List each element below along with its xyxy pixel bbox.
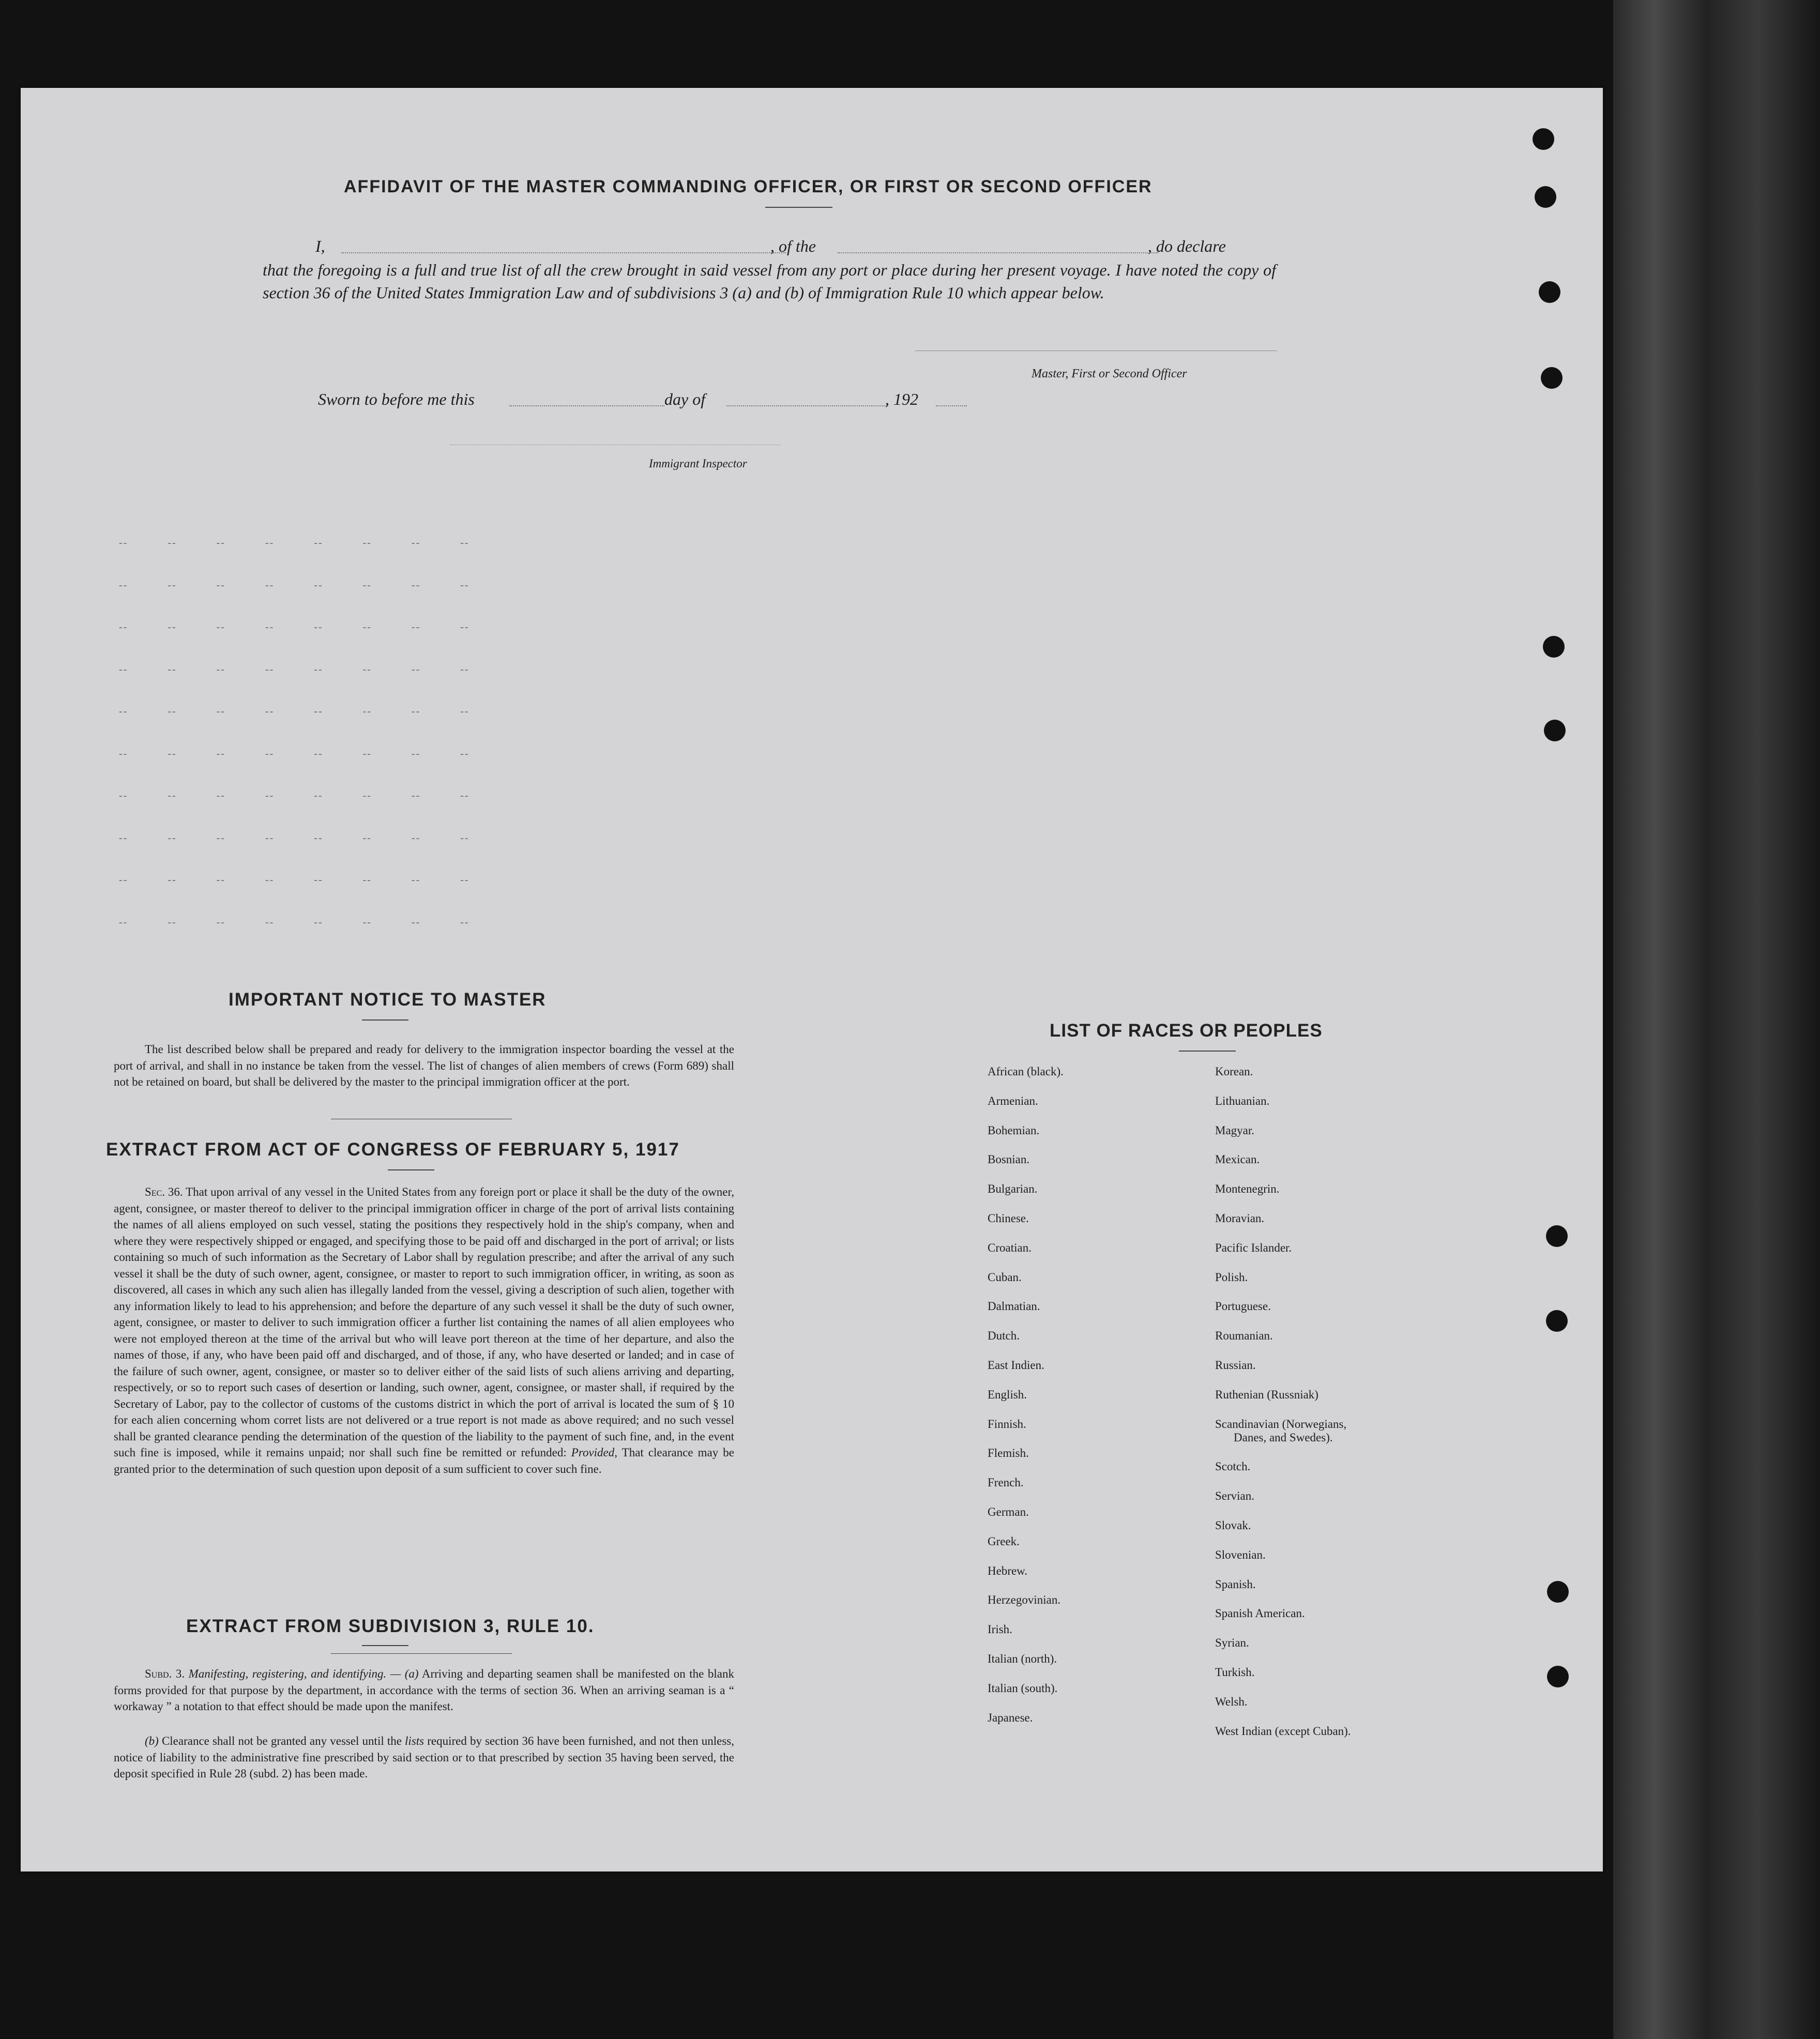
- punch-hole: [1547, 1666, 1569, 1687]
- rule-title-rule: [362, 1645, 408, 1646]
- race-item: Slovak.: [1215, 1519, 1251, 1532]
- rule-subd-label: Subd. 3.: [145, 1667, 185, 1680]
- race-item: Turkish.: [1215, 1666, 1255, 1679]
- inspector-label: Immigrant Inspector: [649, 457, 747, 470]
- race-item: Moravian.: [1215, 1212, 1265, 1225]
- race-item: Dalmatian.: [988, 1300, 1040, 1313]
- affidavit-i: I,: [315, 237, 325, 255]
- race-item: Bulgarian.: [988, 1182, 1038, 1196]
- year-blank-field[interactable]: [936, 405, 967, 406]
- race-item: Armenian.: [988, 1094, 1038, 1107]
- race-item: East Indien.: [988, 1359, 1044, 1372]
- sworn-month-blank-field[interactable]: [726, 405, 887, 406]
- race-item: Syrian.: [1215, 1636, 1249, 1650]
- rule-a-body: Arriving and departing seamen shall be manifested on the blank forms provided for that purpose by the department, in accordance with the terms of section 36. When an arriving seaman is a “ workaway ” a notation to that effect should be made upon the manifest.: [114, 1667, 734, 1713]
- race-item: English.: [988, 1388, 1027, 1401]
- race-item: Mexican.: [1215, 1153, 1260, 1166]
- race-item: Montenegrin.: [1215, 1182, 1280, 1196]
- punch-hole: [1535, 186, 1556, 208]
- name-blank-field[interactable]: [341, 252, 786, 253]
- document-page: AFFIDAVIT OF THE MASTER COMMANDING OFFICER, OR FIRST OR SECOND OFFICER I, , of the , do declare that the foregoing is a full and true list of all the crew brought in said vessel from any port or place during her present voyage. I have noted the copy of section 36 of the United States Immigration Law and of subdivisions 3 (a) and (b) of Immigration Rule 10 which appear below. Master, First or Second Officer Sworn to before me this day of , 192 Immigrant Inspector -- -- -- -- -- -- -- -- -- -- -- -- -- -- -- -- -- -- -- -- -- -- -- -- -- -- -- -- -- -- -- -- -- -- -- -- -- -- -- -- -- -- -- -- -- -- -- -- -- -- -- -- -- -- -- -- -- -- -- -- -- -- -- -- -- -- -- -- -- -- -- -- -- -- -- -- -- -- -- -- IMPORTANT NOTICE TO MASTER The list described below shall be prepared and ready for delivery to the immigration inspector boarding the vessel at the port of arrival, and shall in no instance be taken from the vessel. The list of changes of alien members of crews (Form 689) shall not be retained on board, but shall be delivered by the master to the principal immigration officer at the port. EXTRACT FROM ACT OF CONGRESS OF FEBRUARY 5, 1917 Sec. 36. That upon arrival of any vessel in the United States from any foreign port or place it shall be the duty of the owner, agent, consignee, or master thereof to deliver to the principal immigration officer in charge of the port of arrival lists containing the names of all aliens employed on such vessel, stating the positions they respectively hold in the ship's company, when and where they were respectively shipped or engaged, and specifying those to be paid off and discharged in the port of arrival; or lists containing so much of such information as the Secretary of Labor shall by regulation prescribe; and after the arrival of any such vessel it shall be the duty of such owner, agent, consignee, or master to report to such immigration officer, in writing, as soon as discovered, all cases in which any such alien has illegally landed from the vessel, giving a description of such alien, together with any information likely to lead to his apprehension; and before the departure of any such vessel it shall be the duty of such owner, agent, consignee, or master to deliver to such immigration officer a further list containing the names of all alien employees who were not employed thereon at the time of the arrival but who will leave port thereon at the time of her departure, and also the names of those, if any, who have been paid off and discharged, and of those, if any, who have deserted or landed; and in case of the failure of such owner, agent, consignee, or master so to deliver either of the said lists of such aliens arriving and departing, respectively, or so to report such cases of desertion or landing, such owner, agent, consignee, or master shall, if required by the Secretary of Labor, pay to the collector of customs of the customs district in which the port of arrival is located the sum of § 10 for each alien concerning whom corret lists are not delivered or a true report is not made as above required; and no such vessel shall be granted clearance pending the determination of the question of the liability to the payment of such fine, and, in the event such fine is imposed, while it remains unpaid; nor shall such fine be remitted or refunded: Provided, That clearance may be granted prior to the determination of such question upon deposit of a sum sufficient to cover such fine. EXTRACT FROM SUBDIVISION 3, RULE 10. Subd. 3. Manifesting, registering, and identifying. — (a) Arriving and departing seamen shall be manifested on the blank forms provided for that purpose by the department, in accordance with the terms of section 36. When an arriving seaman is a “ workaway ” a notation to that effect should be made upon the manifest. (b) Clearance shall not be granted any vessel until the lists required by section 36 have been furnished, and not then unless, notice of liability to the administrative fine prescribed by said section or to that prescribed by section 35 having been served, the deposit specified in Rule 28 (subd. 2) has been made. LIST OF RACES OR PEOPLES African (black). Armenian. Bohemian. Bosnian. Bulgarian. Chinese. Croatian. Cuban. Dalmatian. Dutch. East Indien. English. Finnish. Flemish. French. German. Greek. Hebrew. Herzegovinian. Irish. Italian (north). Italian (south). Japanese. Korean. Lithuanian. Magyar. Mexican. Montenegrin. Moravian. Pacific Islander. Polish. Portuguese. Roumanian. Russian. Ruthenian (Russniak) Scandinavian (Norwegians, Danes, and Swedes). Scotch. Servian. Slovak. Slovenian. Spanish. Spanish American. Syrian. Turkish. Welsh. West Indian (except Cuban).: [21, 88, 1603, 1871]
- act-body: That upon arrival of any vessel in the United States from any foreign port or place it shall be the duty of the owner, agent, consignee, or master thereof to deliver to the principal immigration officer in charge of the port of arrival lists containing the names of all aliens employed on such vessel, stating the positions they respectively hold in the ship's company, when and where they were respectively shipped or engaged, and specifying those to be paid off and discharged in the port of arrival; or lists containing so much of such information as the Secretary of Labor shall by regulation prescribe; and after the arrival of any such vessel it shall be the duty of such owner, agent, consignee, or master to report to such immigration officer, in writing, as soon as discovered, all cases in which any such alien has illegally landed from the vessel, giving a description of such alien, together with any information likely to lead to his apprehension; and before the departure of any such vessel it shall be the duty of such owner, agent, consignee, or master to deliver to such immigration officer a further list containing the names of all alien employees who were not employed thereon at the time of the arrival but who will leave port thereon at the time of her departure, and also the names of those, if any, who have been paid off and discharged, and of those, if any, who have deserted or landed; and in case of the failure of such owner, agent, consignee, or master so to deliver either of the said lists of such aliens arriving and departing, respectively, or so to report such cases of desertion or landing, such owner, agent, consignee, or master shall, if required by the Secretary of Labor, pay to the collector of customs of the customs district in which the port of arrival is located the sum of § 10 for each alien concerning whom corret lists are not delivered or a true report is not made as above required; and no such vessel shall be granted clearance pending the determination of the question of the liability to the payment of such fine, and, in the event such fine is imposed, while it remains unpaid; nor shall such fine be remitted or refunded:: [114, 1185, 734, 1459]
- notice-text: The list described below shall be prepared and ready for delivery to the immigration inspector boarding the vessel at the port of arrival, and shall in no instance be taken from the vessel. The list of changes of alien members of crews (Form 689) shall not be retained on board, but shall be delivered by the master to the principal immigration officer at the port.: [114, 1043, 734, 1088]
- race-item: Pacific Islander.: [1215, 1241, 1292, 1254]
- races-rule: [1179, 1051, 1236, 1052]
- sworn-label: Sworn to before me this: [318, 390, 475, 408]
- race-item: Croatian.: [988, 1241, 1032, 1254]
- rule-b-lists: lists: [405, 1734, 424, 1747]
- punch-hole: [1533, 128, 1554, 150]
- signature-label: Master, First or Second Officer: [1032, 367, 1187, 381]
- race-item: Dutch.: [988, 1329, 1020, 1343]
- vessel-blank-field[interactable]: [838, 252, 1158, 253]
- act-divider: [331, 1653, 512, 1654]
- race-item: Korean.: [1215, 1065, 1253, 1078]
- rule-title: EXTRACT FROM SUBDIVISION 3, RULE 10.: [186, 1616, 595, 1636]
- notice-rule: [362, 1019, 408, 1021]
- rule-b-body-end: required by section 36 have been furnished, and not then unless, notice of liability to the administrative fine prescribed by said section or to that prescribed by section 35 having been served, the deposit specified in Rule 28 (subd. 2) has been made.: [114, 1734, 734, 1780]
- rule-b-text: [114, 1733, 734, 1782]
- rule-a-text: [114, 1666, 734, 1715]
- act-title: EXTRACT FROM ACT OF CONGRESS OF FEBRUARY 5, 1917: [106, 1139, 680, 1160]
- binding-edge: [1613, 0, 1820, 2039]
- punch-hole: [1539, 281, 1560, 303]
- race-item: Spanish American.: [1215, 1607, 1305, 1620]
- act-section-label: Sec. 36.: [145, 1185, 183, 1198]
- affidavit-body: that the foregoing is a full and true list of all the crew brought in said vessel from any port or place during her present voyage. I have noted the copy of section 36 of the United States Immigration Law and of subdivisions 3 (a) and (b) of Immigration Rule 10 which appear below.: [263, 261, 1276, 302]
- races-title: LIST OF RACES OR PEOPLES: [1050, 1021, 1323, 1041]
- race-item: French.: [988, 1476, 1024, 1489]
- rule-b-label: (b): [145, 1734, 159, 1747]
- affidavit-of-the: , of the: [770, 237, 816, 255]
- race-item: Roumanian.: [1215, 1329, 1273, 1343]
- race-item: Polish.: [1215, 1270, 1248, 1284]
- punch-hole: [1544, 720, 1566, 741]
- race-item: Chinese.: [988, 1212, 1029, 1225]
- punch-hole: [1547, 1581, 1569, 1603]
- race-item: Flemish.: [988, 1447, 1029, 1460]
- race-item: Italian (north).: [988, 1652, 1057, 1665]
- race-item: Japanese.: [988, 1711, 1033, 1724]
- affidavit-do-declare: , do declare: [1148, 237, 1226, 255]
- rule-b-body: Clearance shall not be granted any vessel until the: [161, 1734, 402, 1747]
- notice-title: IMPORTANT NOTICE TO MASTER: [229, 990, 547, 1010]
- year-label: , 192: [885, 390, 918, 408]
- race-item: Bohemian.: [988, 1123, 1040, 1137]
- act-provided: Provided,: [571, 1446, 618, 1459]
- race-item: Irish.: [988, 1623, 1012, 1636]
- race-item: Danes, and Swedes).: [1234, 1431, 1333, 1444]
- title-rule: [765, 207, 832, 208]
- race-item: Cuban.: [988, 1270, 1022, 1284]
- race-item: Slovenian.: [1215, 1548, 1266, 1561]
- race-item: African (black).: [988, 1065, 1064, 1078]
- race-item: Italian (south).: [988, 1681, 1058, 1695]
- punch-hole: [1541, 367, 1563, 389]
- race-item: Finnish.: [988, 1417, 1026, 1431]
- race-item: Ruthenian (Russniak): [1215, 1388, 1318, 1401]
- race-item: German.: [988, 1505, 1029, 1518]
- race-item: Spanish.: [1215, 1577, 1256, 1591]
- race-item: Bosnian.: [988, 1153, 1030, 1166]
- sworn-day-blank-field[interactable]: [509, 405, 664, 406]
- race-item: Scandinavian (Norwegians,: [1215, 1417, 1347, 1431]
- race-item: Portuguese.: [1215, 1300, 1271, 1313]
- act-rule: [388, 1169, 434, 1170]
- race-item: West Indian (except Cuban).: [1215, 1724, 1351, 1738]
- act-body-end: That clearance may be granted prior to the determination of such question upon deposit of a sum sufficient to cover such fine.: [114, 1446, 734, 1475]
- race-item: Herzegovinian.: [988, 1593, 1061, 1607]
- punch-hole: [1546, 1310, 1568, 1332]
- rule-a-label: — (a): [390, 1667, 419, 1680]
- affidavit-title: AFFIDAVIT OF THE MASTER COMMANDING OFFICER, OR FIRST OR SECOND OFFICER: [344, 177, 1152, 196]
- race-item: Welsh.: [1215, 1695, 1248, 1708]
- punch-hole: [1546, 1225, 1568, 1247]
- act-text: [114, 1184, 734, 1477]
- race-item: Lithuanian.: [1215, 1094, 1270, 1107]
- race-item: Greek.: [988, 1534, 1020, 1548]
- day-of-label: day of: [664, 390, 706, 408]
- race-item: Magyar.: [1215, 1123, 1255, 1137]
- punch-hole: [1543, 636, 1565, 658]
- race-item: Scotch.: [1215, 1460, 1251, 1473]
- race-item: Servian.: [1215, 1489, 1255, 1503]
- rule-heading: Manifesting, registering, and identifying.: [188, 1667, 387, 1680]
- race-item: Russian.: [1215, 1359, 1256, 1372]
- race-item: Hebrew.: [988, 1564, 1028, 1577]
